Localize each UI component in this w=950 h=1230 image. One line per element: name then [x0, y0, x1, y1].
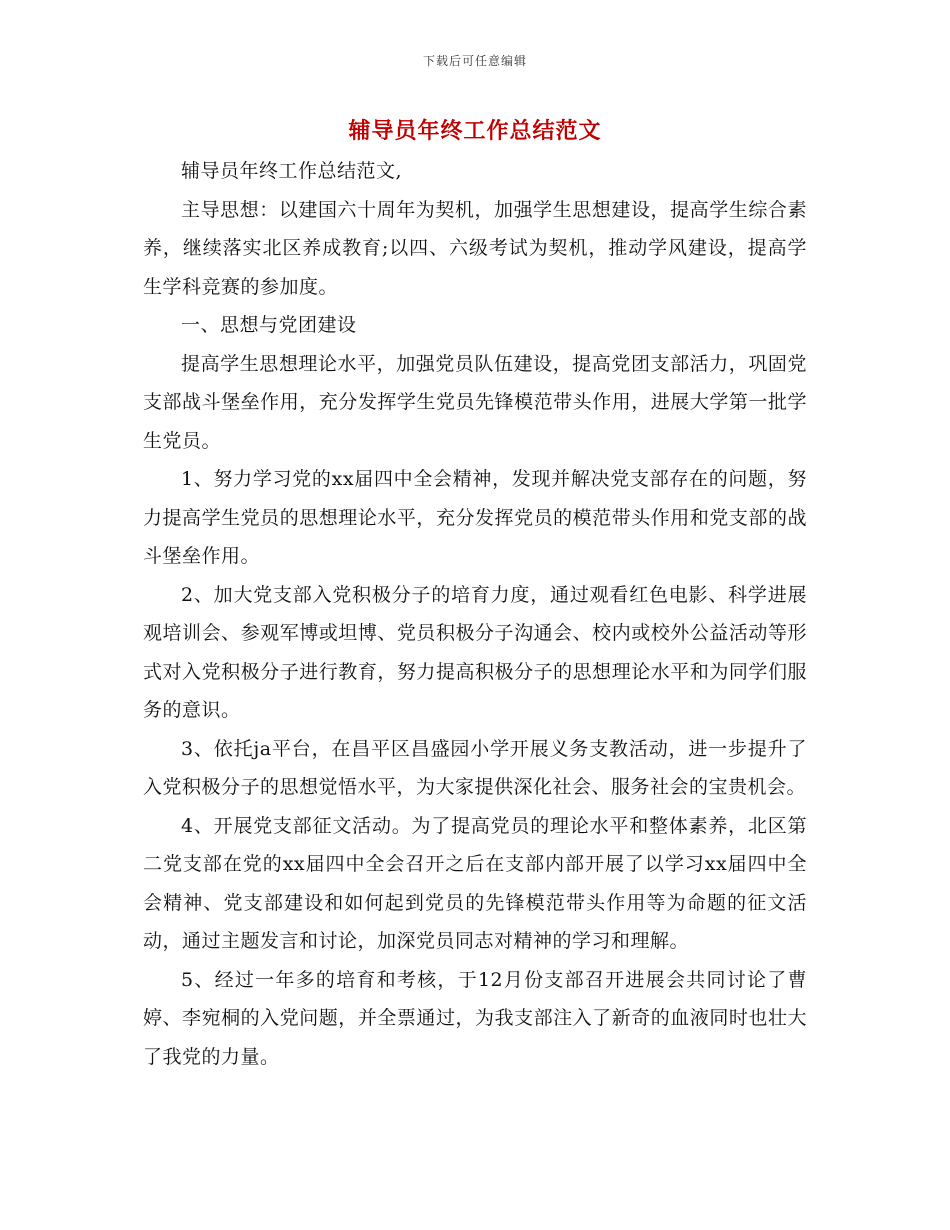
paragraph-item-5: 5、经过一年多的培育和考核，于12月份支部召开进展会共同讨论了曹婷、李宛桐的入党问题，并全票通过，为我支部注入了新奇的血液同时也壮大了我党的力量。 [143, 968, 807, 1068]
paragraph-item-1: 1、努力学习党的xx届四中全会精神，发现并解决党支部存在的问题，努力提高学生党员的思想理论水平，充分发挥党员的模范带头作用和党支部的战斗堡垒作用。 [143, 468, 807, 567]
paragraph-salutation: 辅导员年终工作总结范文, [181, 160, 403, 182]
document-title: 辅导员年终工作总结范文 [348, 118, 602, 144]
paragraph-item-3: 3、依托ja平台，在昌平区昌盛园小学开展义务支教活动，进一步提升了入党积极分子的思想觉悟水平，为大家提供深化社会、服务社会的宝贵机会。 [143, 737, 807, 798]
document-body [143, 152, 807, 1076]
paragraph-item-2: 2、加大党支部入党积极分子的培育力度，通过观看红色电影、科学进展观培训会、参观军博或坦博、党员积极分子沟通会、校内或校外公益活动等形式对入党积极分子进行教育，努力提高积极分子的思想理论水平和为同学们服务的意识。 [143, 583, 807, 721]
header-note: 下载后可任意编辑 [422, 54, 527, 68]
paragraph-section-intro: 提高学生思想理论水平，加强党员队伍建设，提高党团支部活力，巩固党支部战斗堡垒作用，充分发挥学生党员先锋模范带头作用，进展大学第一批学生党员。 [143, 352, 807, 452]
section-heading: 一、思想与党团建设 [181, 314, 357, 336]
paragraph-item-4: 4、开展党支部征文活动。为了提高党员的理论水平和整体素养，北区第二党支部在党的xx届四中全会召开之后在支部内部开展了以学习xx届四中全会精神、党支部建设和如何起到党员的先锋模范带头作用等为命题的征文活动，通过主题发言和讨论，加深党员同志对精神的学习和理解。 [143, 814, 807, 952]
paragraph-guiding-idea: 主导思想：以建国六十周年为契机，加强学生思想建设，提高学生综合素养，继续落实北区养成教育;以四、六级考试为契机，推动学风建设，提高学生学科竞赛的参加度。 [143, 198, 807, 298]
